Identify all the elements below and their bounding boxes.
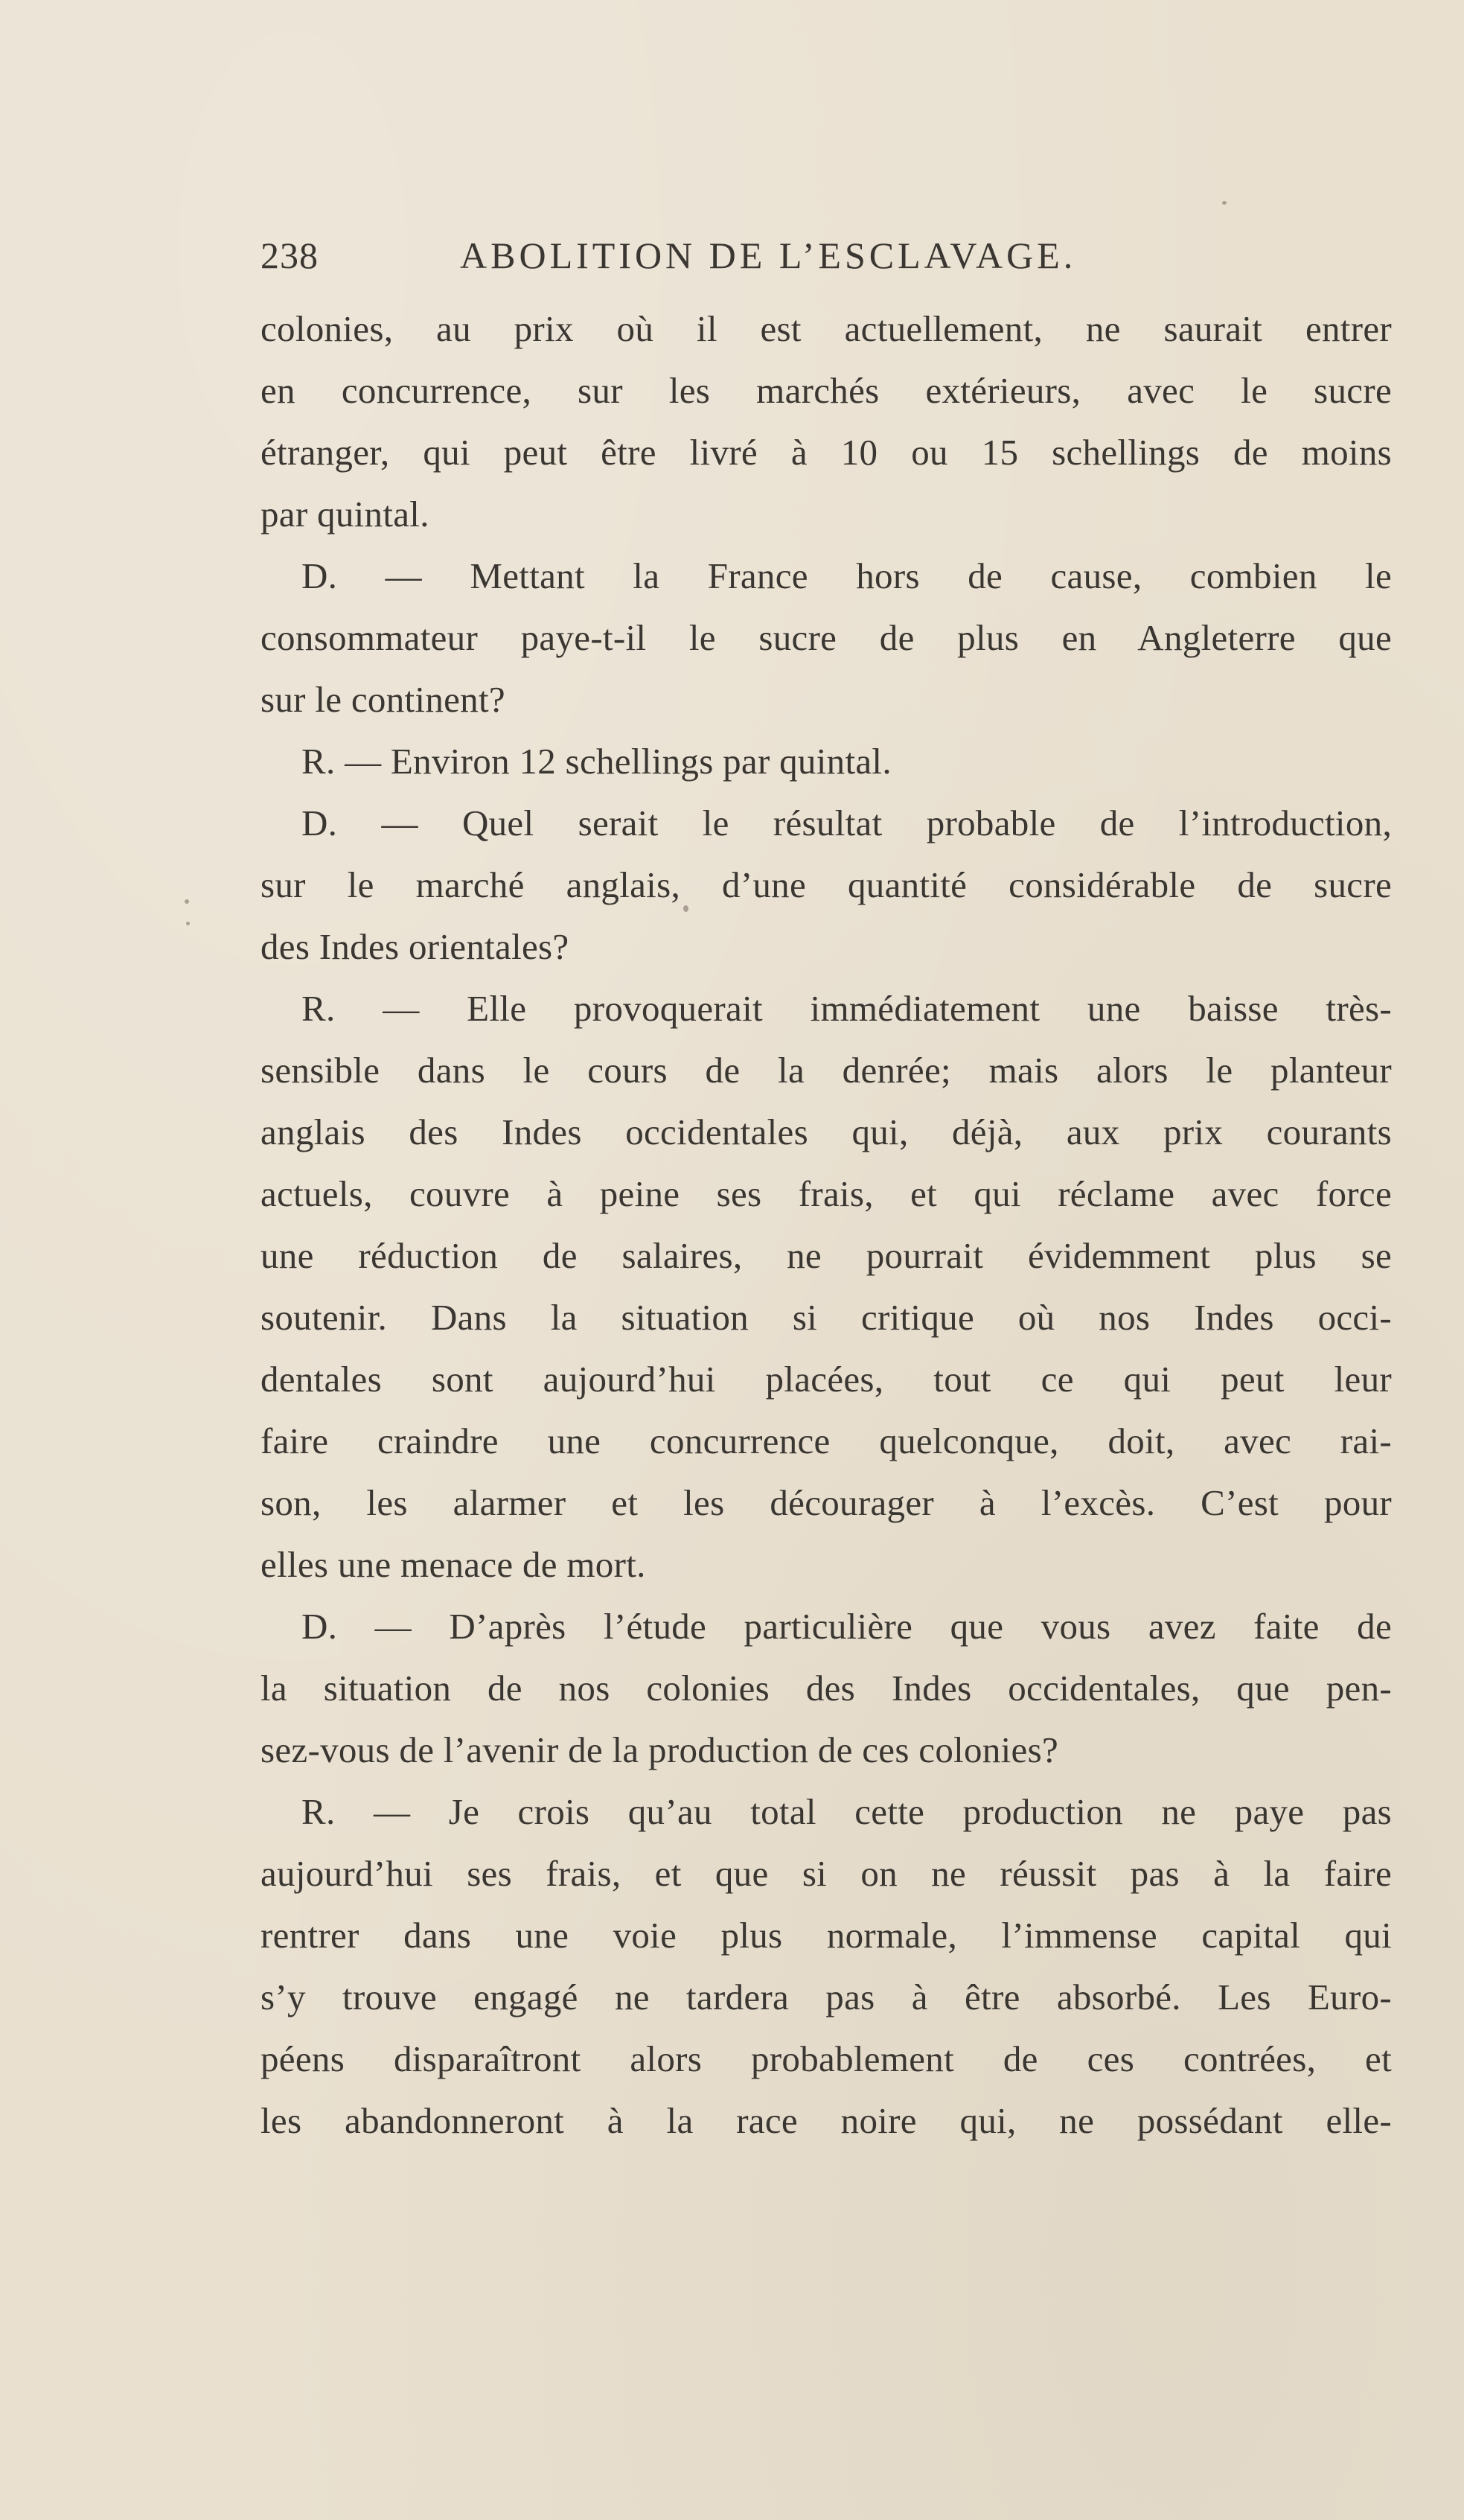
text-line: péens disparaîtront alors probablement de ces contrées, et <box>260 2038 1392 2079</box>
text-line: sur le marché anglais, d’une quantité considérable de sucre <box>260 864 1392 905</box>
text-line: soutenir. Dans la situation si critique où nos Indes occi- <box>260 1297 1392 1338</box>
paper-speck <box>186 922 190 925</box>
text-line: elles une menace de mort. <box>260 1544 646 1585</box>
text-line: des Indes orientales? <box>260 926 569 967</box>
text-line: consommateur paye-t-il le sucre de plus en Angleterre que <box>260 617 1392 658</box>
paper-speck <box>683 905 688 912</box>
body-text <box>260 298 1392 2151</box>
text-line: D. — D’après l’étude particulière que vous avez faite de <box>301 1606 1392 1647</box>
text-line: étranger, qui peut être livré à 10 ou 15 schellings de moins <box>260 432 1392 473</box>
text-line: colonies, au prix où il est actuellement, ne saurait entrer <box>260 308 1392 349</box>
running-head <box>260 223 1392 290</box>
text-line: R. — Elle provoquerait immédiatement une baisse très- <box>301 988 1392 1029</box>
text-line: faire craindre une concurrence quelconque, doit, avec rai- <box>260 1420 1392 1461</box>
text-line: sez-vous de l’avenir de la production de ces colonies? <box>260 1729 1059 1770</box>
paper-speck <box>185 899 189 904</box>
text-line: R. — Je crois qu’au total cette production ne paye pas <box>301 1791 1392 1832</box>
running-title: ABOLITION DE L’ESCLAVAGE. <box>460 235 1077 276</box>
text-line: sur le continent? <box>260 679 505 720</box>
text-line: D. — Mettant la France hors de cause, combien le <box>301 555 1392 596</box>
text-line: par quintal. <box>260 494 429 535</box>
text-line: son, les alarmer et les décourager à l’excès. C’est pour <box>260 1482 1392 1523</box>
text-line: aujourd’hui ses frais, et que si on ne réussit pas à la faire <box>260 1853 1392 1894</box>
paper-speck <box>1222 201 1227 205</box>
text-line: rentrer dans une voie plus normale, l’immense capital qui <box>260 1915 1392 1956</box>
text-line: les abandonneront à la race noire qui, ne possédant elle- <box>260 2100 1392 2141</box>
text-line: actuels, couvre à peine ses frais, et qui réclame avec force <box>260 1173 1392 1214</box>
text-line: une réduction de salaires, ne pourrait évidemment plus se <box>260 1235 1392 1276</box>
text-line: la situation de nos colonies des Indes occidentales, que pen- <box>260 1668 1392 1709</box>
text-line: s’y trouve engagé ne tardera pas à être absorbé. Les Euro- <box>260 1977 1392 2017</box>
text-line: en concurrence, sur les marchés extérieurs, avec le sucre <box>260 370 1392 411</box>
text-line: D. — Quel serait le résultat probable de l’introduction, <box>301 803 1392 843</box>
text-line: sensible dans le cours de la denrée; mais alors le planteur <box>260 1050 1392 1091</box>
page-number: 238 <box>260 235 319 276</box>
text-line: dentales sont aujourd’hui placées, tout ce qui peut leur <box>260 1359 1392 1400</box>
text-line: R. — Environ 12 schellings par quintal. <box>301 741 892 782</box>
text-line: anglais des Indes occidentales qui, déjà, aux prix courants <box>260 1111 1392 1152</box>
